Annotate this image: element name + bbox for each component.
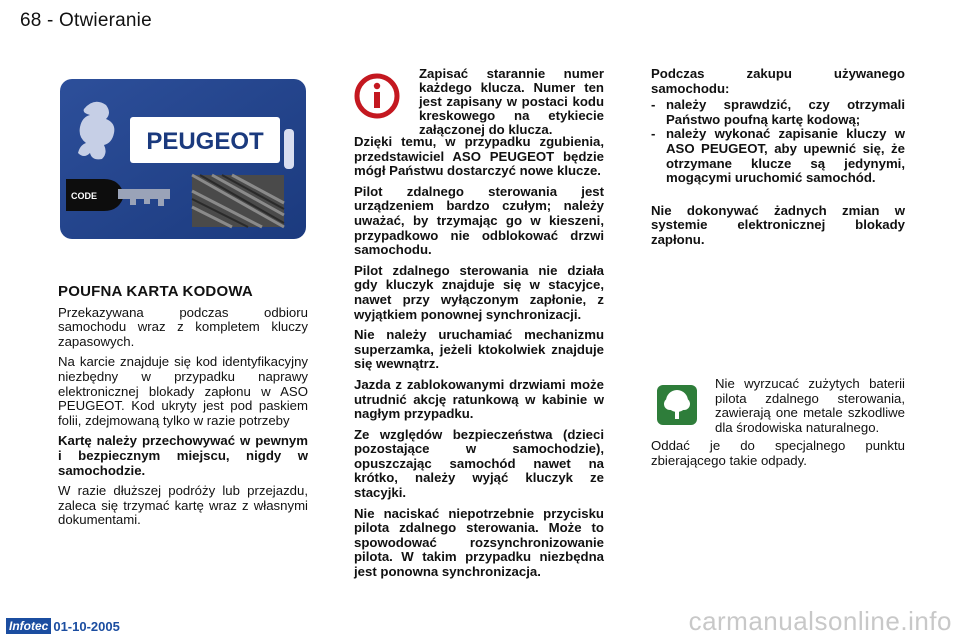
list-item: - należy wykonać zapisanie kluczy w ASO PEUGEOT, aby upewnić się, że otrzymane klucze są jedynymi, mogącymi uruchomić samochód. — [651, 126, 905, 186]
info-note — [354, 67, 604, 137]
paragraph: Pilot zdalnego sterowania nie działa gdy kluczyk znajduje się w stacyjce, nawet przy wyłączonym zapłonie, z wyjątkiem ponownej synchronizacji. — [354, 262, 604, 322]
eco-after-text: Oddać je do specjalnego punktu zbierającego takie odpady. — [651, 438, 905, 468]
paragraph: W razie dłuższej podróży lub przejazdu, zaleca się trzymać kartę wraz z własnymi dokumentami. — [58, 483, 308, 528]
paragraph: Jazda z zablokowanymi drzwiami może utrudnić akcję ratunkową w kabinie w nagłym przypadku. — [354, 376, 604, 422]
card-code-text: CODE — [70, 191, 98, 201]
paragraph: Ze względów bezpieczeństwa (dzieci pozostające w samochodzie), opuszczając samochód nawet na krótko, należy wyjąć kluczyk ze stacyjki. — [354, 426, 604, 501]
paragraph: Nie naciskać niepotrzebnie przycisku pilota zdalnego sterowania. Może to spowodować rozsynchronizowanie pilota. W takim przypadku niezbędna jest ponowna synchronizacja. — [354, 505, 604, 580]
paragraph: Nie należy uruchamiać mechanizmu superzamka, jeżeli ktokolwiek znajduje się wewnątrz. — [354, 327, 604, 372]
paragraph-bold: Kartę należy przechowywać w pewnym i bezpiecznym miejscu, nigdy w samochodzie. — [58, 433, 308, 478]
paragraph: Dzięki temu, w przypadku zgubienia, przedstawiciel ASO PEUGEOT będzie mógł Państwu dostarczyć nowe klucze. — [354, 134, 604, 179]
page-title: 68 - Otwieranie — [20, 10, 152, 31]
paragraph: Pilot zdalnego sterowania jest urządzeniem bardzo czułym; należy uważać, by trzymając go w kieszeni, przypadkowo nie odblokować drzwi samochodu. — [354, 183, 604, 258]
info-icon — [354, 73, 400, 119]
paragraph: Przekazywana podczas odbioru samochodu wraz z kompletem kluczy zapasowych. — [58, 304, 308, 349]
infotec-logo: Infotec — [6, 618, 51, 634]
watermark: carmanualsonline.info — [688, 606, 952, 636]
footer-date: 01-10-2005 — [53, 618, 120, 634]
eco-note-text: Nie wyrzucać zużytych baterii pilota zdalnego sterowania, zawierają one metale szkodliwe dla środowiska naturalnego. — [715, 376, 905, 435]
foil-strip — [192, 175, 284, 227]
footer — [6, 618, 120, 634]
column-code-card — [58, 285, 308, 534]
column-used-car — [651, 67, 905, 254]
paragraph: Na karcie znajduje się kod identyfikacyjny niezbędny w przypadku naprawy elektronicznej blokady zapłonu w ASO PEUGEOT. Kod ukryty jest pod paskiem folii, zdejmowaną tylko w razie potrzeby — [58, 354, 308, 428]
warning-text: Nie dokonywać żadnych zmian w systemie elektronicznej blokady zapłonu. — [651, 202, 905, 247]
list-item: - należy sprawdzić, czy otrzymali Państwo poufną kartę kodową; — [651, 97, 905, 127]
section-heading: POUFNA KARTA KODOWA — [58, 283, 253, 300]
card-brand-text: PEUGEOT — [146, 128, 264, 155]
eco-note — [651, 377, 905, 469]
info-note-text: Zapisać starannie numer każdego klucza. Numer ten jest zapisany w postaci kodu kreskowego na etykiecie załączonej do klucza. — [419, 66, 604, 137]
code-card-image — [60, 79, 306, 239]
column-remote — [354, 135, 604, 586]
paragraph: Podczas zakupu używanego samochodu: — [651, 66, 905, 96]
tree-icon — [657, 385, 697, 425]
